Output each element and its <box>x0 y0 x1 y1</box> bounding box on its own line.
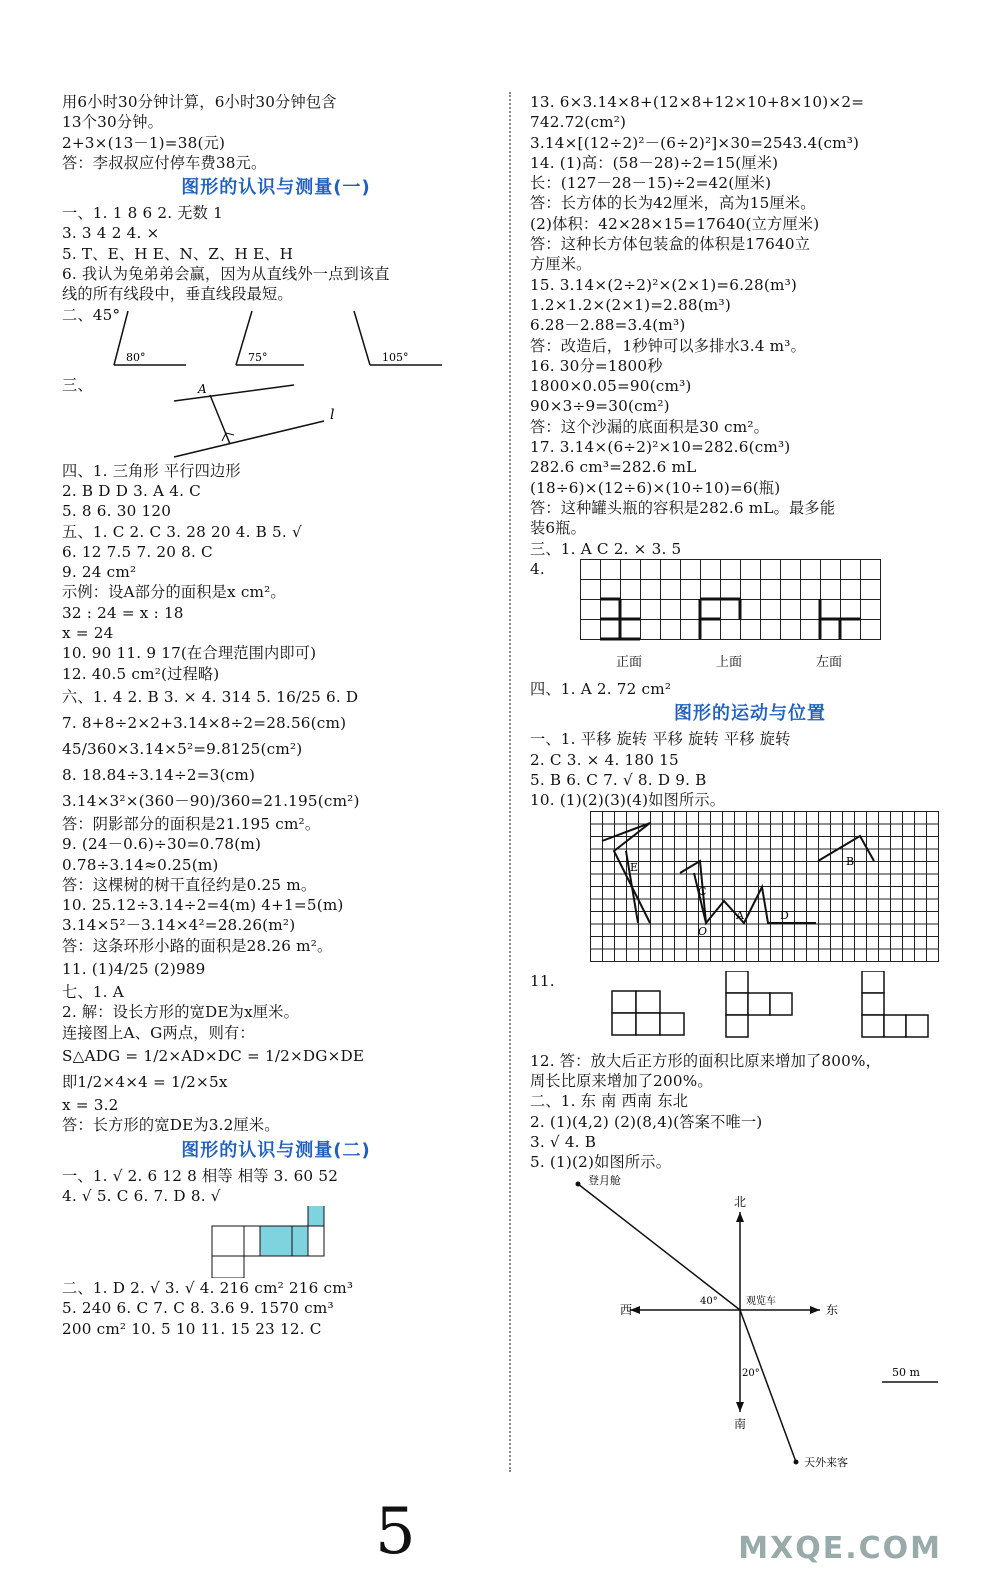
answer-line: 答：这棵树的树干直径约是0.25 m。 <box>62 875 317 894</box>
answer-line: 2. B D D 3. A 4. C <box>62 481 201 500</box>
parallel-drawing <box>62 371 490 461</box>
answer-line: 742.72(cm²) <box>530 113 627 132</box>
left-view-caption: 左面 <box>816 655 843 671</box>
answer-line: 答：李叔叔应付停车费38元。 <box>62 153 267 172</box>
answer-line: 6.28－2.88=3.4(m³) <box>530 316 686 335</box>
answer-line: 连接图上A、G两点，则有： <box>62 1023 255 1042</box>
answer-line: 答：这条环形小路的面积是28.26 m²。 <box>62 936 333 955</box>
compass-top-label: 登月舱 <box>588 1174 621 1188</box>
answer-line: 5. T、E、H E、N、Z、H E、H <box>62 244 294 263</box>
answer-line: 一、1. 1 8 6 2. 无数 1 <box>62 204 223 223</box>
compass-scale: 50 m <box>892 1366 920 1380</box>
answer-line: 3.14×5²－3.14×4²=28.26(m²) <box>62 916 296 935</box>
top-view-caption: 上面 <box>716 655 743 671</box>
compass-center-label: 观览车 <box>746 1296 776 1308</box>
answer-line: 用6小时30分钟计算，6小时30分钟包含 <box>62 93 337 111</box>
label-b: B <box>846 854 855 868</box>
section1-block <box>62 203 490 304</box>
angle-75 <box>236 311 304 365</box>
answer-line: 5. (1)(2)如图所示。 <box>530 1153 672 1172</box>
answer-line: 4. <box>530 559 545 578</box>
compass-angle-1: 40° <box>700 1296 718 1308</box>
left-column <box>62 92 490 1339</box>
section-heading-1: 图形的认识与测量(一) <box>181 177 371 199</box>
answer-line: 线的所有线段中，垂直线段最短。 <box>62 285 293 304</box>
answer-line: 1800×0.05=90(cm³) <box>530 377 692 396</box>
angle-80 <box>114 311 186 365</box>
answer-line: 二、1. 东 南 西南 东北 <box>530 1092 689 1111</box>
compass-west: 西 <box>620 1303 633 1318</box>
compass-east: 东 <box>826 1303 839 1318</box>
answer-line: 答：改造后，1秒钟可以多排水3.4 m³。 <box>530 336 806 355</box>
answer-line: 5. 240 6. C 7. C 8. 3.6 9. 1570 cm³ <box>62 1299 334 1318</box>
answer-line: 2. (1)(4,2) (2)(8,4)(答案不唯一) <box>530 1112 763 1131</box>
answer-line: 四、1. A 2. 72 cm² <box>530 680 672 699</box>
answer-line: 14. (1)高：(58－28)÷2=15(厘米) <box>530 153 779 172</box>
transformation-shapes <box>530 811 970 971</box>
line-l-label: l <box>330 406 335 423</box>
answer-line: 9. (24－0.6)÷30=0.78(m) <box>62 835 262 854</box>
answer-line: 即1/2×4×4 = 1/2×5x <box>62 1072 228 1091</box>
answer-line: 12. 40.5 cm²(过程略) <box>62 664 220 683</box>
block-shapes <box>530 971 970 1051</box>
answer-line: 二、1. D 2. √ 3. √ 4. 216 cm² 216 cm³ <box>62 1279 354 1298</box>
answer-line: 11. (1)4/25 (2)989 <box>62 960 206 979</box>
answer-line: 3. 3 4 2 4. × <box>62 224 160 243</box>
answer-line: 3.14×3²×(360－90)/360=21.195(cm²) <box>62 791 360 810</box>
answer-line: 45/360×3.14×5²=9.8125(cm²) <box>62 739 303 758</box>
answer-line: 90×3÷9=30(cm²) <box>530 397 670 416</box>
answer-line: 长：(127－28－15)÷2=42(厘米) <box>530 174 772 193</box>
answer-line: 15. 3.14×(2÷2)²×(2×1)=6.28(m³) <box>530 275 798 294</box>
answer-line: 一、1. √ 2. 6 12 8 相等 相等 3. 60 52 <box>62 1166 339 1185</box>
section-heading-3: 图形的运动与位置 <box>674 703 826 725</box>
answer-line: 5. 8 6. 30 120 <box>62 502 172 521</box>
point-a-label: A <box>198 381 207 396</box>
compass-figure <box>530 1172 970 1472</box>
net-figure <box>62 1206 490 1278</box>
answer-line: 答：长方体的长为42厘米，高为15厘米。 <box>530 194 816 213</box>
answer-line: 五、1. C 2. C 3. 28 20 4. B 5. √ <box>62 522 302 541</box>
section2-answers <box>62 1278 490 1339</box>
answer-line: 3.14×[(12÷2)²－(6÷2)²]×30=2543.4(cm³) <box>530 133 860 152</box>
answer-line: 六、1. 4 2. B 3. × 4. 314 5. 16/25 6. D <box>62 687 359 706</box>
answer-line: 13个30分钟。 <box>62 113 164 132</box>
angles-prefix: 二、45° <box>62 305 121 324</box>
right-column <box>530 92 970 1472</box>
answer-line: 方厘米。 <box>530 255 592 274</box>
answer-line: 200 cm² 10. 5 10 11. 15 23 12. C <box>62 1319 322 1338</box>
answer-line: 1.2×1.2×(2×1)=2.88(m³) <box>530 295 731 314</box>
angle-drawings <box>62 305 490 371</box>
answer-line: 三、1. A C 2. × 3. 5 <box>530 539 682 558</box>
answer-line: 四、1. 三角形 平行四边形 <box>62 461 241 480</box>
intro-block <box>62 92 490 173</box>
watermark-text: MXQE.COM <box>738 1531 942 1566</box>
compass-drawing <box>530 1172 970 1472</box>
parallel-figure <box>62 371 490 461</box>
answer-line: 13. 6×3.14×8+(12×8+12×10+8×10)×2= <box>530 93 865 111</box>
answer-line: 2. 解：设长方形的宽DE为x厘米。 <box>62 1003 299 1022</box>
right-block-3 <box>530 729 970 810</box>
answer-line: 6. 我认为兔弟弟会赢，因为从直线外一点到该直 <box>62 265 390 284</box>
front-view-caption: 正面 <box>616 655 643 671</box>
answer-line: 10. 25.12÷3.14÷2=4(m) 4+1=5(m) <box>62 896 344 915</box>
answer-line: 装6瓶。 <box>530 519 587 538</box>
answer-line: 17. 3.14×(6÷2)²×10=282.6(cm³) <box>530 438 791 457</box>
answer-line: 答：阴影部分的面积是21.195 cm²。 <box>62 814 321 833</box>
answer-line: 答：这种长方体包装盒的体积是17640立 <box>530 235 811 254</box>
views-shapes <box>530 579 970 679</box>
answer-line: 6. 12 7.5 7. 20 8. C <box>62 542 213 561</box>
answer-line: 7. 8+8÷2×2+3.14×8÷2=28.56(cm) <box>62 713 347 732</box>
handwritten-page-number: 5 <box>375 1495 416 1569</box>
angle-105-label: 105° <box>382 350 409 364</box>
answer-line: 2+3×(13－1)=38(元) <box>62 133 226 152</box>
answer-line: 答：这个沙漏的底面积是30 cm²。 <box>530 417 769 436</box>
block-shapes-figure <box>530 971 970 1051</box>
answer-line: 9. 24 cm² <box>62 563 137 582</box>
answer-line: 10. 90 11. 9 17(在合理范围内即可) <box>62 644 317 663</box>
answer-line: 4. √ 5. C 6. 7. D 8. √ <box>62 1186 221 1205</box>
answer-line: 16. 30分=1800秒 <box>530 356 663 375</box>
answer-line: S△ADG = 1/2×AD×DC = 1/2×DG×DE <box>62 1046 365 1065</box>
answer-line: 12. 答：放大后正方形的面积比原来增加了800%， <box>530 1051 881 1070</box>
transformation-grid-figure <box>530 811 970 971</box>
answer-line: 0.78÷3.14≈0.25(m) <box>62 855 219 874</box>
answer-line: 答：长方形的宽DE为3.2厘米。 <box>62 1116 280 1135</box>
answer-line: 32 : 24 = x : 18 <box>62 603 184 622</box>
parallel-line-l <box>174 421 324 457</box>
label-d: D <box>780 908 789 922</box>
label-o: O <box>698 924 708 938</box>
parallel-line-a <box>174 385 294 401</box>
perpendicular-line <box>210 395 230 444</box>
section-heading-2: 图形的认识与测量(二) <box>181 1139 371 1161</box>
angle-75-label: 75° <box>248 350 268 364</box>
answer-line: 5. B 6. C 7. √ 8. D 9. B <box>530 771 707 790</box>
section2-block <box>62 1166 490 1207</box>
column-divider <box>509 92 511 1472</box>
right-block-4 <box>530 1051 970 1173</box>
answer-line: 282.6 cm³=282.6 mL <box>530 458 697 477</box>
answer-line: 答：这种罐头瓶的容积是282.6 mL。最多能 <box>530 498 836 517</box>
watermark-logo <box>738 1500 972 1580</box>
answer-line: 8. 18.84÷3.14÷2=3(cm) <box>62 765 256 784</box>
answer-line: x = 24 <box>62 624 114 643</box>
angle-105 <box>354 311 442 365</box>
angle-80-label: 80° <box>126 350 146 364</box>
label-e: E <box>630 860 639 874</box>
answer-line: (18÷6)×(12÷6)×(10÷10)=6(瓶) <box>530 478 781 497</box>
compass-north: 北 <box>734 1195 747 1210</box>
answer-line: 一、1. 平移 旋转 平移 旋转 平移 旋转 <box>530 730 791 749</box>
compass-bottom-label: 天外来客 <box>804 1456 848 1470</box>
angles-figure <box>62 305 490 371</box>
cube-net-drawing <box>62 1206 490 1278</box>
answer-line: 3. √ 4. B <box>530 1132 597 1151</box>
three-views-figure <box>530 579 970 679</box>
answer-line: x = 3.2 <box>62 1095 119 1114</box>
answer-line: (2)体积：42×28×15=17640(立方厘米) <box>530 214 820 233</box>
compass-south: 南 <box>734 1417 747 1432</box>
parallel-prefix: 三、 <box>62 375 93 394</box>
answer-line: 周长比原来增加了200%。 <box>530 1071 713 1090</box>
question-11-label: 11. <box>530 971 555 990</box>
label-a: A <box>736 908 744 922</box>
compass-angle-2: 20° <box>742 1368 760 1380</box>
answer-line: 2. C 3. × 4. 180 15 <box>530 750 679 769</box>
right-block-1 <box>530 92 970 579</box>
label-c: C <box>698 884 707 898</box>
answer-line: 示例：设A部分的面积是x cm²。 <box>62 583 286 602</box>
section1-answers <box>62 461 490 1136</box>
answer-line: 七、1. A <box>62 983 124 1002</box>
answer-line: 10. (1)(2)(3)(4)如图所示。 <box>530 791 726 810</box>
